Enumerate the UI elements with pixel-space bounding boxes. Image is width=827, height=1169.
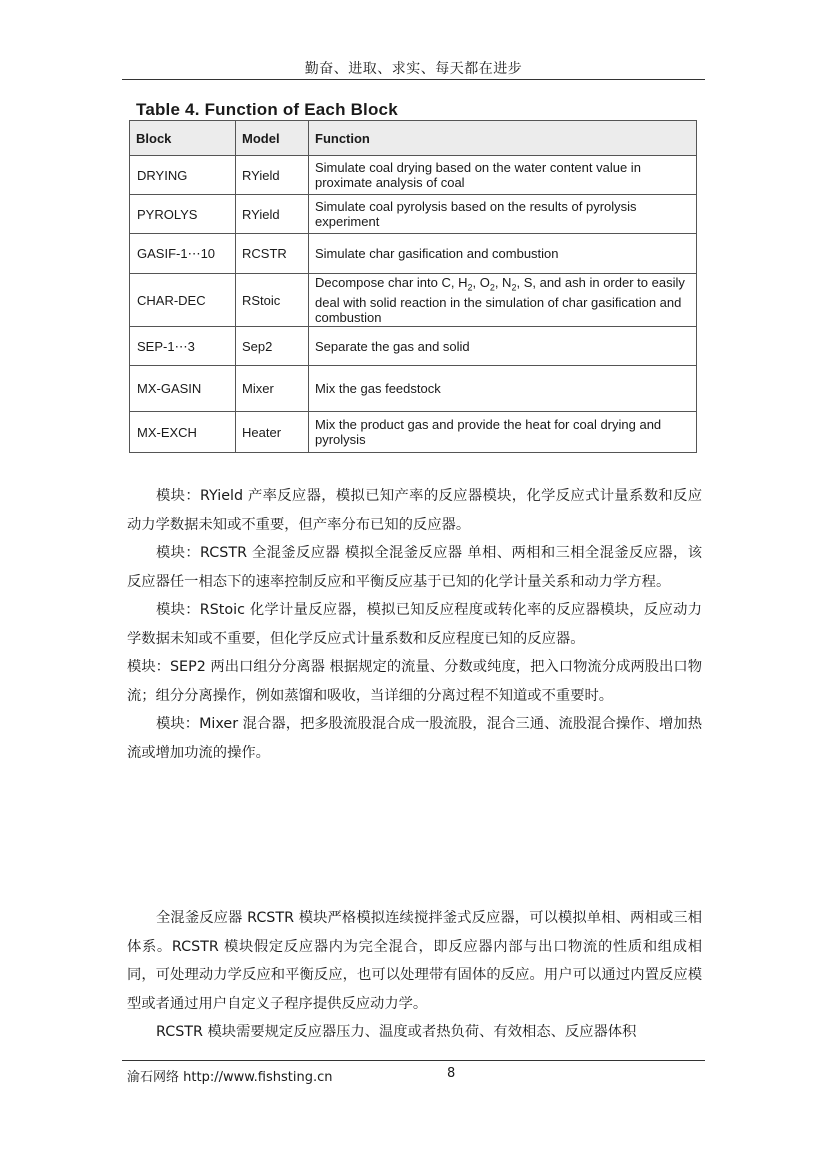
table-row [130, 327, 697, 366]
block-cell: PYROLYS [130, 195, 236, 234]
block-cell: MX-GASIN [130, 366, 236, 412]
function-text: , N [494, 274, 512, 290]
function-cell: Simulate char gasification and combustion [309, 234, 697, 274]
function-text: , S, and ash in order to easily deal with solid reaction in the simulation of char gasification and combustion [315, 274, 685, 326]
block-cell: SEP-1⋯3 [130, 327, 236, 366]
page-number: 8 [447, 1066, 456, 1081]
paragraph-rstoic: 模块：RStoic 化学计量反应器，模拟已知反应程度或转化率的反应器模块，反应动力学数据未知或不重要，但化学反应式计量系数和反应程度已知的反应器。 [127, 602, 702, 647]
block-cell: CHAR-DEC [130, 274, 236, 327]
function-text: , O [472, 274, 490, 290]
model-cell: RYield [236, 195, 309, 234]
function-cell [309, 274, 697, 327]
model-cell: Mixer [236, 366, 309, 412]
column-header-block: Block [130, 121, 236, 156]
module-descriptions [127, 482, 702, 767]
function-cell: Simulate coal drying based on the water content value in proximate analysis of coal [309, 156, 697, 195]
rcstr-section [127, 904, 702, 1047]
paragraph-rcstr-spec: RCSTR 模块需要规定反应器压力、温度或者热负荷、有效相态、反应器体积 [156, 1024, 637, 1040]
page-header-motto: 勤奋、进取、求实、每天都在进步 [304, 61, 523, 77]
paragraph-ryield: 模块：RYield 产率反应器，模拟已知产率的反应器模块，化学反应式计量系数和反应动力学数据未知或不重要，但产率分布已知的反应器。 [127, 488, 702, 533]
table-header-row [130, 121, 697, 156]
model-cell: RStoic [236, 274, 309, 327]
column-header-function: Function [309, 121, 697, 156]
block-cell: GASIF-1⋯10 [130, 234, 236, 274]
header-divider [122, 79, 705, 80]
subscript: 2 [467, 282, 473, 293]
function-cell: Mix the gas feedstock [309, 366, 697, 412]
footer-divider [122, 1060, 705, 1061]
table-title: Table 4. Function of Each Block [136, 100, 398, 119]
paragraph-rcstr: 模块：RCSTR 全混釜反应器 模拟全混釜反应器 单相、两相和三相全混釜反应器，该反应器任一相态下的速率控制反应和平衡反应基于已知的化学计量关系和动力学方程。 [127, 545, 702, 590]
table-row [130, 195, 697, 234]
table-row [130, 366, 697, 412]
table-row [130, 234, 697, 274]
model-cell: RYield [236, 156, 309, 195]
model-cell: Sep2 [236, 327, 309, 366]
function-cell: Simulate coal pyrolysis based on the results of pyrolysis experiment [309, 195, 697, 234]
paragraph-sep2: 模块：SEP2 两出口组分分离器 根据规定的流量、分数或纯度，把入口物流分成两股出口物流；组分分离操作，例如蒸馏和吸收，当详细的分离过程不知道或不重要时。 [127, 659, 702, 704]
column-header-model: Model [236, 121, 309, 156]
table-row [130, 156, 697, 195]
table-row [130, 274, 697, 327]
block-function-table [129, 120, 697, 453]
paragraph-rcstr-detail: 全混釜反应器 RCSTR 模块严格模拟连续搅拌釜式反应器，可以模拟单相、两相或三相体系。RCSTR 模块假定反应器内为完全混合，即反应器内部与出口物流的性质和组成相同，可处理动力学反应和平衡反应，也可以处理带有固体的反应。用户可以通过内置反应模型或者通过用户自定义子程序提供反应动力学。 [127, 910, 702, 1012]
block-cell: MX-EXCH [130, 412, 236, 453]
table-row [130, 412, 697, 453]
block-cell: DRYING [130, 156, 236, 195]
function-cell: Separate the gas and solid [309, 327, 697, 366]
model-cell: RCSTR [236, 234, 309, 274]
footer-site: 渝石网络 http://www.fishsting.cn [127, 1070, 333, 1085]
model-cell: Heater [236, 412, 309, 453]
function-text: Decompose char into C, H [315, 274, 468, 290]
paragraph-mixer: 模块：Mixer 混合器，把多股流股混合成一股流股，混合三通、流股混合操作、增加热流或增加功流的操作。 [127, 716, 702, 761]
subscript: 2 [489, 282, 495, 293]
function-cell: Mix the product gas and provide the heat for coal drying and pyrolysis [309, 412, 697, 453]
subscript: 2 [511, 282, 517, 293]
